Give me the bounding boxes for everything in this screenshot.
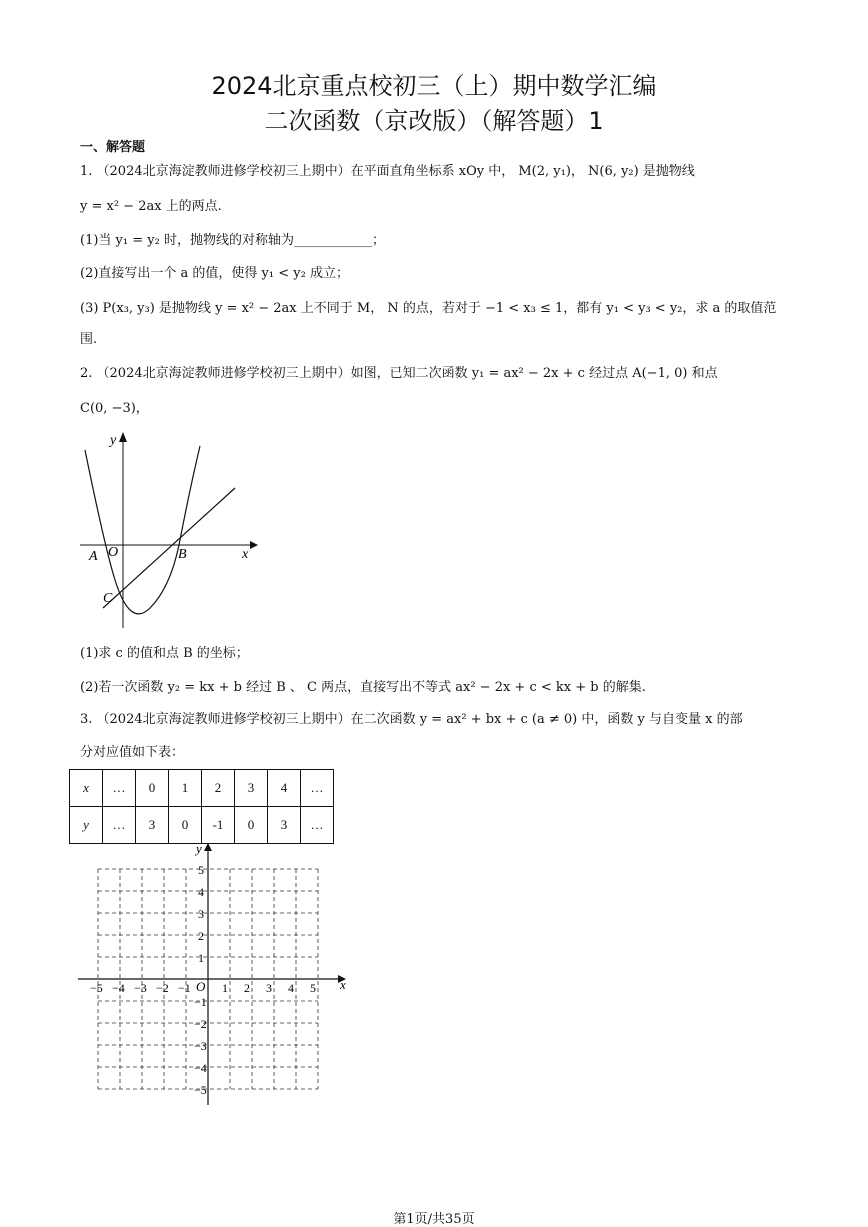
grid-x-tick: 4 — [288, 981, 294, 995]
grid-x-tick: 5 — [310, 981, 316, 995]
grid-x-label: x — [340, 977, 346, 992]
fig-origin: O — [108, 545, 119, 560]
table-cell: … — [103, 770, 136, 807]
table-cell: 3 — [136, 807, 169, 844]
table-cell: 3 — [268, 807, 301, 844]
q3-line2: 分对应值如下表： — [80, 745, 185, 760]
grid-x-tick: −1 — [178, 981, 191, 995]
grid-x-tick: 1 — [222, 981, 228, 995]
table-cell: 0 — [136, 770, 169, 807]
grid-x-tick: −5 — [90, 981, 103, 995]
table-cell: 4 — [268, 770, 301, 807]
table-cell: … — [301, 770, 334, 807]
q1-line5: (3) P(x₃, y₃) 是抛物线 y = x² − 2ax 上不同于 M， N 的点，若对于 −1 < x₃ ≤ 1，都有 y₁ < y₃ < y₂，求 a 的取值范 — [80, 301, 777, 316]
grid-y-tick: 3 — [198, 907, 204, 921]
grid-y-tick: 2 — [198, 929, 204, 943]
table-cell: 0 — [169, 807, 202, 844]
q2-line1: 2. （2024北京海淀教师进修学校初三上期中）如图，已知二次函数 y₁ = ax² − 2x + c 经过点 A(−1, 0) 和点 — [80, 366, 718, 381]
table-cell: 1 — [169, 770, 202, 807]
fig-x-label: x — [242, 547, 249, 562]
grid-y-tick: −4 — [194, 1061, 207, 1075]
q1-line2: y = x² − 2ax 上的两点. — [80, 199, 222, 214]
fig-point-b: B — [178, 547, 187, 562]
q1-line3: (1)当 y₁ = y₂ 时，抛物线的对称轴为____________； — [80, 233, 385, 248]
table-cell: 2 — [202, 770, 235, 807]
table-cell: 3 — [235, 770, 268, 807]
table-cell: x — [70, 770, 103, 807]
grid-x-tick: 2 — [244, 981, 250, 995]
table-cell: … — [301, 807, 334, 844]
table-row-x — [70, 770, 334, 807]
page-footer: 第1页/共35页 — [393, 1212, 475, 1227]
q2-line4: (2)若一次函数 y₂ = kx + b 经过 B 、 C 两点，直接写出不等式 ax² − 2x + c < kx + b 的解集. — [80, 680, 646, 695]
grid-y-tick: 1 — [198, 951, 204, 965]
q1-line1: 1. （2024北京海淀教师进修学校初三上期中）在平面直角坐标系 xOy 中， M(2, y₁)， N(6, y₂) 是抛物线 — [80, 164, 695, 179]
grid-origin: O — [196, 979, 206, 994]
fig-point-c: C — [103, 591, 113, 606]
table-cell: y — [70, 807, 103, 844]
grid-x-tick: −2 — [156, 981, 169, 995]
grid-x-tick: −3 — [134, 981, 147, 995]
table-row-y — [70, 807, 334, 844]
grid-y-tick: −3 — [194, 1039, 207, 1053]
section-heading: 一、解答题 — [80, 140, 146, 155]
table-cell: … — [103, 807, 136, 844]
fig-y-label: y — [110, 433, 117, 448]
q3-value-table — [69, 769, 334, 844]
grid-y-tick: 5 — [198, 863, 204, 877]
q2-line3: (1)求 c 的值和点 B 的坐标； — [80, 646, 249, 661]
grid-y-tick: −2 — [194, 1017, 207, 1031]
grid-x-tick: −4 — [112, 981, 125, 995]
q3-coordinate-grid — [76, 843, 356, 1113]
grid-y-tick: 4 — [198, 885, 204, 899]
table-cell: -1 — [202, 807, 235, 844]
doc-title: 2024北京重点校初三（上）期中数学汇编 — [211, 72, 657, 100]
grid-y-tick: −5 — [194, 1083, 207, 1097]
doc-subtitle: 二次函数（京改版）（解答题）1 — [264, 107, 604, 135]
fig-point-a: A — [89, 549, 98, 564]
grid-x-tick: 3 — [266, 981, 272, 995]
q1-line4: (2)直接写出一个 a 的值，使得 y₁ < y₂ 成立； — [80, 266, 349, 281]
q2-parabola-figure — [75, 428, 265, 633]
q1-line6: 围. — [80, 332, 98, 347]
grid-y-label: y — [196, 843, 202, 856]
q3-line1: 3. （2024北京海淀教师进修学校初三上期中）在二次函数 y = ax² + bx + c (a ≠ 0) 中，函数 y 与自变量 x 的部 — [80, 712, 743, 727]
table-cell: 0 — [235, 807, 268, 844]
grid-y-tick: −1 — [194, 995, 207, 1009]
q2-line2: C(0, −3)， — [80, 401, 149, 416]
